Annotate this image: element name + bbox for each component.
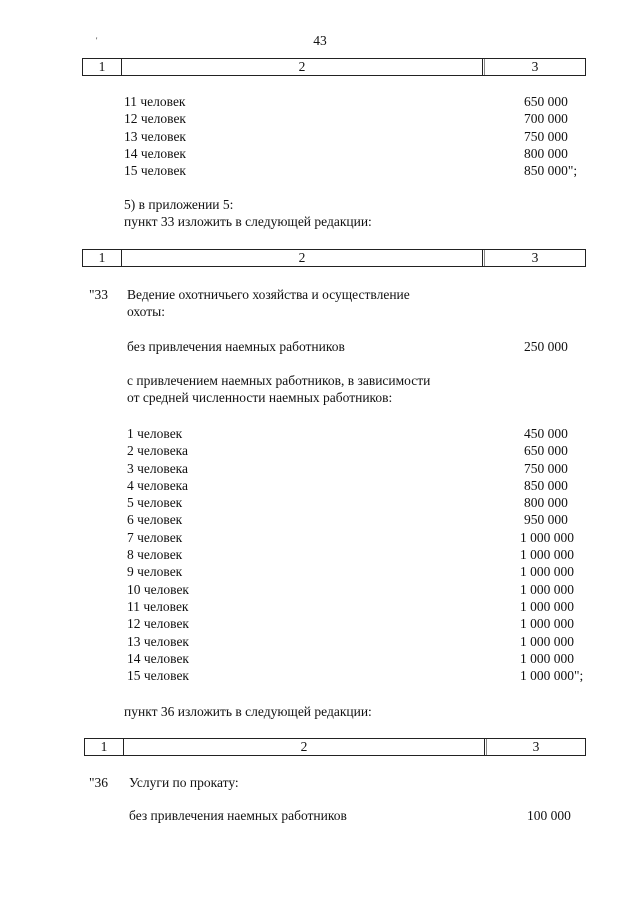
row-label: 11 человек bbox=[127, 598, 189, 614]
item33-no-employees-value: 250 000 bbox=[524, 339, 568, 354]
item36-intro: пункт 36 изложить в следующей редакции: bbox=[124, 704, 372, 719]
item33-title-continued: охоты: bbox=[127, 304, 165, 319]
item36-no-employees-value: 100 000 bbox=[527, 808, 571, 823]
row-label: 8 человек bbox=[127, 547, 183, 563]
row-value: 800 000 bbox=[524, 145, 568, 161]
row-value: 1 000 000 bbox=[520, 547, 574, 563]
table-row bbox=[124, 93, 594, 110]
row-label: 4 человека bbox=[127, 477, 189, 493]
row-value: 950 000 bbox=[524, 512, 568, 528]
column-divider bbox=[484, 738, 485, 756]
column-3-header: 3 bbox=[532, 739, 540, 754]
table-row bbox=[127, 460, 597, 477]
item33-no-employees-label: без привлечения наемных работников bbox=[127, 339, 345, 354]
row-value: 850 000 bbox=[524, 477, 568, 493]
row-value: 1 000 000 bbox=[520, 529, 574, 545]
row-value: 700 000 bbox=[524, 111, 568, 127]
item33-with-employees-continued: от средней численности наемных работников: bbox=[127, 390, 393, 405]
table-row bbox=[127, 650, 597, 667]
row-value: 1 000 000 bbox=[520, 650, 574, 666]
page-number: 43 bbox=[313, 33, 327, 48]
row-value: 450 000 bbox=[524, 426, 568, 441]
table-row bbox=[127, 511, 597, 528]
table-row bbox=[127, 581, 597, 598]
column-1-header: 1 bbox=[100, 739, 108, 754]
column-1-header: 1 bbox=[98, 250, 106, 265]
table-row bbox=[124, 162, 594, 179]
row-value: 750 000 bbox=[524, 128, 568, 144]
table-row bbox=[127, 477, 597, 494]
item33-intro: пункт 33 изложить в следующей редакции: bbox=[124, 214, 372, 229]
row-label: 13 человек bbox=[127, 633, 189, 649]
column-divider bbox=[482, 249, 483, 267]
table-header bbox=[84, 738, 586, 756]
column-divider bbox=[482, 58, 483, 76]
item36-title: Услуги по прокату: bbox=[129, 775, 239, 790]
column-2-header: 2 bbox=[298, 59, 306, 74]
item33-title: Ведение охотничьего хозяйства и осуществление bbox=[127, 287, 410, 302]
table-row bbox=[127, 529, 597, 546]
table-row bbox=[127, 563, 597, 580]
row-value: 650 000 bbox=[524, 443, 568, 459]
row-label: 7 человек bbox=[127, 529, 183, 545]
row-label: 10 человек bbox=[127, 581, 189, 597]
row-label: 5 человек bbox=[127, 495, 183, 511]
row-value: 800 000 bbox=[524, 495, 568, 511]
row-label: 14 человек bbox=[124, 145, 186, 161]
table-row bbox=[127, 667, 597, 684]
row-label: 15 человек bbox=[124, 163, 186, 179]
table-row bbox=[127, 598, 597, 615]
row-label: 14 человек bbox=[127, 650, 189, 666]
row-value: 1 000 000 bbox=[520, 598, 574, 614]
row-value: 1 000 000 bbox=[520, 616, 574, 632]
row-value: 1 000 000 bbox=[520, 633, 574, 649]
scan-mark: ' bbox=[96, 36, 98, 45]
row-label: 13 человек bbox=[124, 128, 186, 144]
row-label: 3 человека bbox=[127, 460, 189, 476]
row-label: 12 человек bbox=[124, 111, 186, 127]
row-value: 650 000 bbox=[524, 94, 568, 109]
row-value: 750 000 bbox=[524, 460, 568, 476]
row-label: 1 человек bbox=[127, 426, 183, 441]
row-label: 15 человек bbox=[127, 668, 189, 684]
row-value: 1 000 000 bbox=[520, 564, 574, 580]
table-row bbox=[124, 110, 594, 127]
table-row bbox=[124, 128, 594, 145]
row-value: 850 000"; bbox=[524, 163, 578, 179]
row-label: 9 человек bbox=[127, 564, 183, 580]
item33-number: "33 bbox=[89, 287, 109, 302]
row-label: 12 человек bbox=[127, 616, 189, 632]
item33-rows bbox=[127, 425, 597, 684]
row-value: 1 000 000"; bbox=[520, 668, 584, 684]
column-2-header: 2 bbox=[298, 250, 306, 265]
table-row bbox=[127, 546, 597, 563]
column-2-header: 2 bbox=[300, 739, 308, 754]
table-row bbox=[127, 494, 597, 511]
item36-number: "36 bbox=[89, 775, 109, 790]
row-label: 11 человек bbox=[124, 94, 186, 109]
table-row bbox=[127, 425, 597, 442]
row-value: 1 000 000 bbox=[520, 581, 574, 597]
column-3-header: 3 bbox=[531, 250, 539, 265]
item36-no-employees-label: без привлечения наемных работников bbox=[129, 808, 347, 823]
row-label: 2 человека bbox=[127, 443, 189, 459]
column-1-header: 1 bbox=[98, 59, 106, 74]
column-3-header: 3 bbox=[531, 59, 539, 74]
table-header bbox=[82, 58, 586, 76]
table-header bbox=[82, 249, 586, 267]
table-row bbox=[127, 442, 597, 459]
item33-with-employees: с привлечением наемных работников, в зависимости bbox=[127, 373, 431, 388]
section1-rows bbox=[124, 93, 594, 179]
table-row bbox=[127, 633, 597, 650]
appendix-line: 5) в приложении 5: bbox=[124, 197, 234, 212]
table-row bbox=[124, 145, 594, 162]
table-row bbox=[127, 615, 597, 632]
row-label: 6 человек bbox=[127, 512, 183, 528]
